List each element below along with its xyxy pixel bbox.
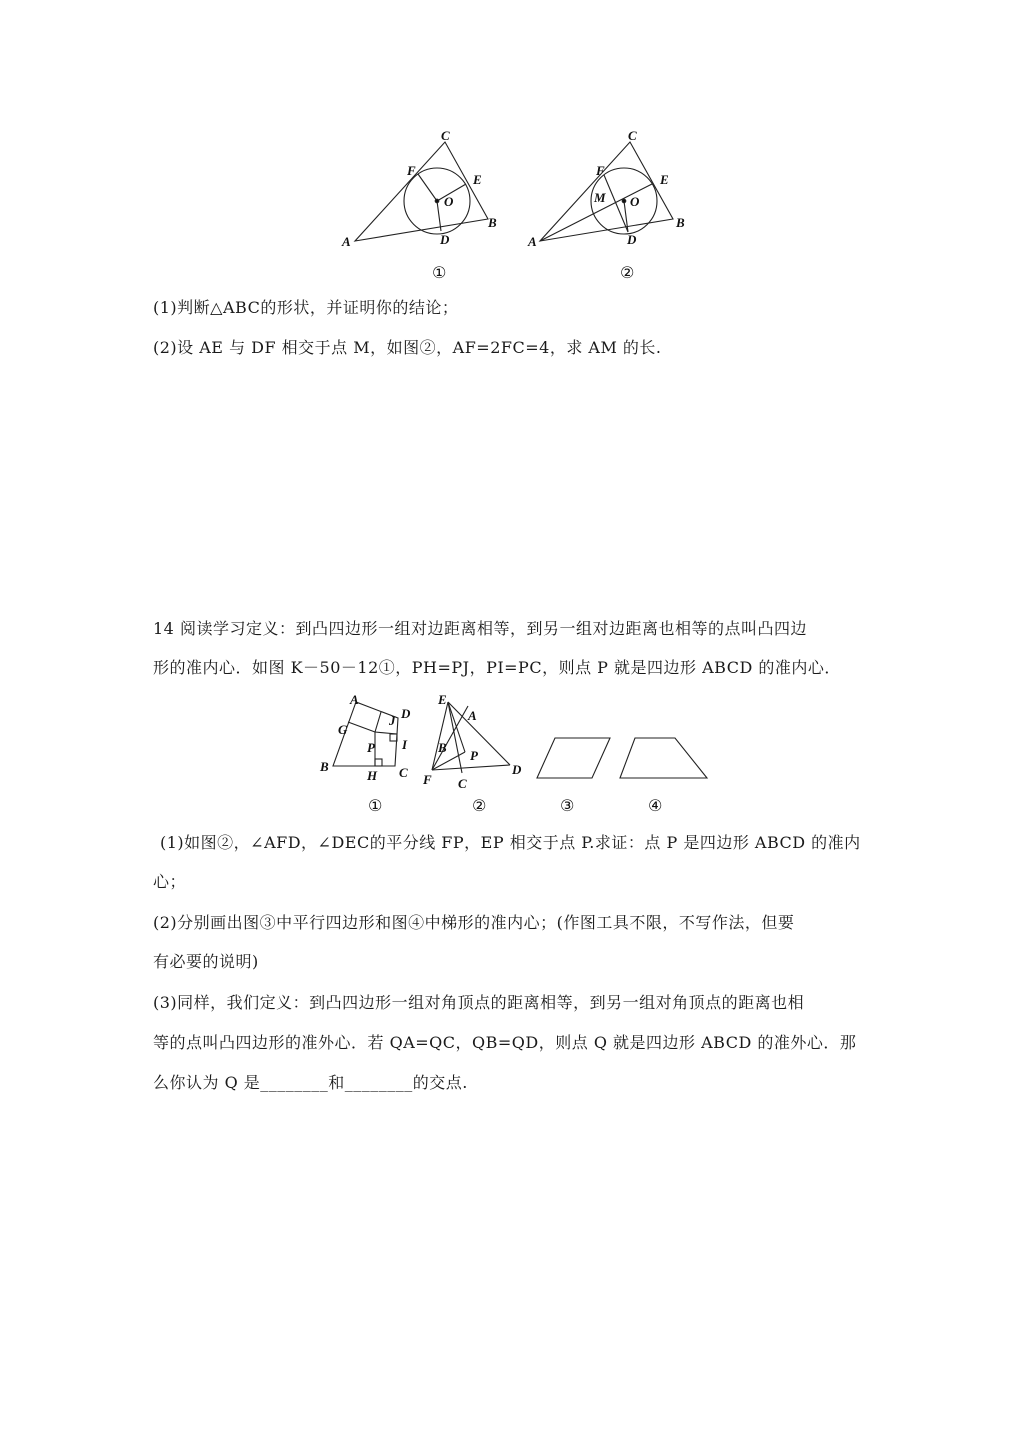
q14-figure-4 — [620, 738, 707, 815]
label-c: C — [399, 765, 408, 780]
trapezoid — [620, 738, 707, 778]
triangle-abc — [540, 142, 673, 241]
right-angle-mark-i — [390, 734, 397, 741]
label-m: M — [594, 190, 606, 205]
label-j: J — [389, 713, 396, 728]
parallelogram — [537, 738, 610, 778]
q14-part3-line1: (3)同样，我们定义：到凸四边形一组对角顶点的距离相等，到另一组对角顶点的距离也相 — [153, 993, 805, 1012]
q14-figure-1 — [319, 692, 411, 815]
label-c: C — [458, 776, 467, 791]
q14-part3-line2: 等的点叫凸四边形的准外心．若 QA=QC，QB=QD，则点 Q 就是四边形 ABCD 的准外心．那 — [153, 1033, 857, 1052]
figure-caption: ② — [620, 263, 635, 282]
q14-figure-2 — [422, 692, 522, 815]
label-a: A — [342, 234, 351, 249]
figure-caption: ③ — [560, 796, 575, 815]
label-a: A — [528, 234, 537, 249]
label-b: B — [676, 215, 685, 230]
label-p: P — [470, 748, 478, 763]
radius-od — [437, 201, 441, 231]
label-e: E — [660, 172, 669, 187]
figure-caption: ④ — [648, 796, 663, 815]
q14-part2-line1: (2)分别画出图③中平行四边形和图④中梯形的准内心；(作图工具不限，不写作法，但要 — [153, 913, 795, 932]
label-o: O — [630, 194, 640, 209]
label-f: F — [407, 163, 416, 178]
center-dot — [435, 199, 439, 203]
label-h: H — [367, 768, 378, 783]
label-d: D — [627, 232, 637, 247]
center-dot — [622, 199, 626, 203]
label-e: E — [473, 172, 482, 187]
q14-intro-line1: 14 阅读学习定义：到凸四边形一组对边距离相等，到另一组对边距离也相等的点叫凸四边 — [153, 619, 807, 638]
q13-part1: (1)判断△ABC的形状，并证明你的结论； — [153, 298, 459, 317]
line-fd — [432, 765, 510, 770]
q14-part1-line2: 心； — [153, 872, 187, 891]
label-b: B — [438, 740, 447, 755]
label-d: D — [440, 232, 450, 247]
figure-caption: ① — [432, 263, 447, 282]
line-ef — [432, 702, 448, 770]
label-c: C — [628, 128, 637, 143]
perp-pj — [375, 712, 381, 732]
label-g: G — [338, 722, 348, 737]
label-a: A — [350, 692, 359, 707]
q14-figure-3 — [537, 738, 610, 815]
q14-part3-line3: 么你认为 Q 是________和________的交点. — [153, 1073, 468, 1092]
label-a: A — [468, 708, 477, 723]
label-c: C — [441, 128, 450, 143]
line-ed — [448, 702, 510, 765]
figure-caption: ② — [472, 796, 487, 815]
perp-pg — [348, 722, 375, 732]
q14-part2-line2: 有必要的说明) — [153, 952, 259, 971]
label-f: F — [596, 163, 605, 178]
label-o: O — [444, 194, 454, 209]
label-f: F — [423, 772, 432, 787]
figure-caption: ① — [368, 796, 383, 815]
label-d: D — [512, 762, 522, 777]
label-d: D — [401, 706, 411, 721]
q14-intro-line2: 形的准内心．如图 K－50－12①，PH=PJ，PI=PC，则点 P 就是四边形 ABCD 的准内心． — [153, 658, 841, 677]
label-b: B — [488, 215, 497, 230]
q14-part1-line1: (1)如图②，∠AFD，∠DEC的平分线 FP，EP 相交于点 P.求证：点 P 是四边形 ABCD 的准内 — [160, 833, 861, 852]
q13-part2: (2)设 AE 与 DF 相交于点 M，如图②，AF=2FC=4，求 AM 的长. — [153, 338, 662, 357]
q14-figures — [310, 690, 730, 815]
q13-figure-1 — [330, 120, 510, 285]
right-angle-mark-h — [375, 759, 382, 766]
label-e: E — [438, 692, 447, 707]
radius-of — [418, 174, 437, 201]
label-b: B — [320, 759, 329, 774]
label-i: I — [402, 737, 408, 752]
q13-figure-2 — [520, 120, 700, 285]
label-p: P — [367, 740, 375, 755]
